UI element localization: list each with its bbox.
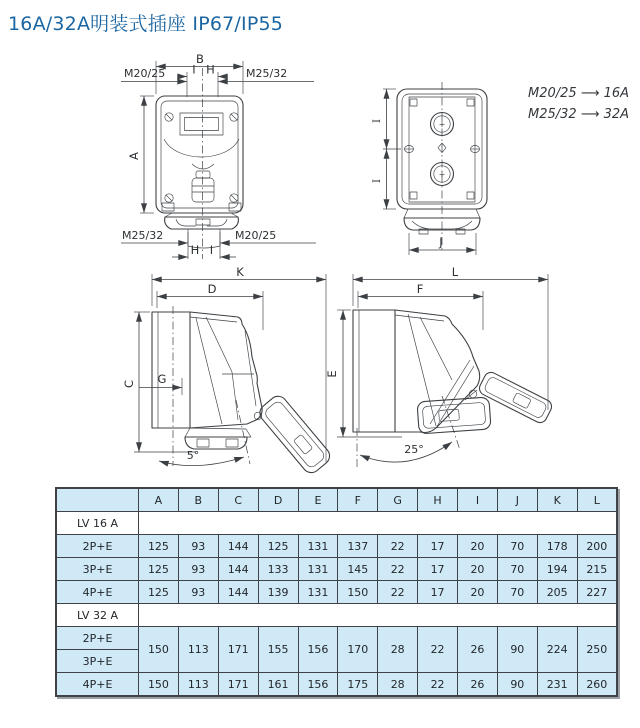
value-cell: 70 bbox=[497, 581, 537, 604]
side25-open-lid bbox=[477, 370, 554, 425]
value-cell: 125 bbox=[139, 535, 179, 558]
value-cell: 178 bbox=[537, 535, 577, 558]
dim-label-a: A bbox=[127, 152, 141, 160]
value-cell: 17 bbox=[418, 581, 458, 604]
section-spacer bbox=[139, 512, 618, 535]
dim-label-i-rear-upper: I bbox=[372, 119, 383, 123]
value-cell: 125 bbox=[139, 581, 179, 604]
dim-label-i-bottom: I bbox=[209, 243, 214, 257]
value-cell: 144 bbox=[218, 535, 258, 558]
value-cell: 150 bbox=[338, 581, 378, 604]
rear-view-drawing bbox=[372, 82, 487, 255]
value-cell: 231 bbox=[537, 673, 577, 697]
dim-label-j: J bbox=[439, 235, 443, 249]
section-spacer bbox=[139, 604, 618, 627]
column-header: H bbox=[418, 488, 458, 512]
value-cell: 155 bbox=[258, 627, 298, 673]
front-label-window bbox=[180, 113, 223, 135]
column-header: A bbox=[139, 488, 179, 512]
data-row bbox=[56, 673, 617, 697]
column-header: D bbox=[258, 488, 298, 512]
dim-label-c: C bbox=[122, 379, 136, 389]
data-row bbox=[56, 558, 617, 581]
value-cell: 125 bbox=[139, 558, 179, 581]
angle-label-25deg: 25° bbox=[404, 443, 424, 456]
side25-body bbox=[353, 310, 480, 433]
thread-label-bottom-left: M25/32 bbox=[122, 229, 164, 242]
dim-label-i-top: I bbox=[192, 62, 196, 77]
value-cell: 156 bbox=[298, 673, 338, 697]
value-cell: 161 bbox=[258, 673, 298, 697]
value-cell: 70 bbox=[497, 558, 537, 581]
dim-label-b: B bbox=[196, 52, 204, 66]
dimension-table bbox=[55, 487, 618, 697]
thread-legend-line1: M20/25 ⟶ 16A bbox=[528, 86, 630, 101]
column-header: K bbox=[537, 488, 577, 512]
value-cell: 22 bbox=[418, 627, 458, 673]
value-cell: 215 bbox=[577, 558, 617, 581]
value-cell: 17 bbox=[418, 535, 458, 558]
section-label: LV 16 A bbox=[56, 512, 139, 535]
page-title: 16A/32A明装式插座 IP67/IP55 bbox=[8, 13, 284, 35]
value-cell: 22 bbox=[378, 558, 418, 581]
value-cell: 20 bbox=[458, 581, 498, 604]
thread-label-top-left: M20/25 bbox=[124, 67, 166, 80]
value-cell: 137 bbox=[338, 535, 378, 558]
value-cell: 93 bbox=[178, 558, 218, 581]
value-cell: 171 bbox=[218, 673, 258, 697]
data-row bbox=[56, 581, 617, 604]
value-cell: 17 bbox=[418, 558, 458, 581]
column-header: I bbox=[458, 488, 498, 512]
dim-label-h-bottom: H bbox=[190, 243, 200, 257]
value-cell: 150 bbox=[139, 627, 179, 673]
value-cell: 93 bbox=[178, 581, 218, 604]
value-cell: 250 bbox=[577, 627, 617, 673]
value-cell: 145 bbox=[338, 558, 378, 581]
value-cell: 171 bbox=[218, 627, 258, 673]
value-cell: 131 bbox=[298, 558, 338, 581]
dimension-table-body bbox=[56, 512, 617, 697]
row-label: 3P+E bbox=[56, 558, 139, 581]
side5-open-lid bbox=[256, 393, 333, 477]
column-header: E bbox=[298, 488, 338, 512]
data-row bbox=[56, 535, 617, 558]
side5-body bbox=[152, 312, 262, 428]
corner-cell bbox=[56, 488, 139, 512]
value-cell: 175 bbox=[338, 673, 378, 697]
value-cell: 224 bbox=[537, 627, 577, 673]
value-cell: 20 bbox=[458, 535, 498, 558]
angle-label-5deg: 5° bbox=[186, 449, 200, 462]
column-header: B bbox=[178, 488, 218, 512]
row-label: 4P+E bbox=[56, 673, 139, 697]
dim-label-l: L bbox=[451, 265, 459, 279]
front-screws bbox=[165, 113, 238, 202]
value-cell: 22 bbox=[378, 581, 418, 604]
value-cell: 139 bbox=[258, 581, 298, 604]
side-view-25deg-drawing bbox=[325, 265, 554, 468]
column-header: J bbox=[497, 488, 537, 512]
value-cell: 28 bbox=[378, 627, 418, 673]
dim-label-h-top: H bbox=[206, 62, 215, 77]
row-label: 2P+E bbox=[56, 627, 139, 650]
value-cell: 28 bbox=[378, 673, 418, 697]
row-label: 3P+E bbox=[56, 650, 139, 673]
front-body-outline bbox=[156, 96, 243, 213]
thread-legend-line2: M25/32 ⟶ 32A bbox=[528, 107, 630, 122]
value-cell: 205 bbox=[537, 581, 577, 604]
value-cell: 144 bbox=[218, 558, 258, 581]
value-cell: 150 bbox=[139, 673, 179, 697]
value-cell: 156 bbox=[298, 627, 338, 673]
value-cell: 144 bbox=[218, 581, 258, 604]
table-header-row bbox=[56, 488, 617, 512]
thread-label-top-right: M25/32 bbox=[246, 67, 288, 80]
value-cell: 194 bbox=[537, 558, 577, 581]
value-cell: 93 bbox=[178, 535, 218, 558]
front-view-drawing bbox=[121, 52, 316, 259]
dim-label-f: F bbox=[416, 282, 424, 296]
value-cell: 227 bbox=[577, 581, 617, 604]
row-label: 4P+E bbox=[56, 581, 139, 604]
section-label: LV 32 A bbox=[56, 604, 139, 627]
column-header: G bbox=[378, 488, 418, 512]
value-cell: 133 bbox=[258, 558, 298, 581]
side-view-5deg-drawing bbox=[122, 265, 333, 476]
section-row bbox=[56, 604, 617, 627]
front-center-boss bbox=[192, 178, 214, 202]
thread-current-legend bbox=[528, 86, 629, 122]
data-row bbox=[56, 627, 617, 650]
dim-label-d: D bbox=[207, 282, 217, 296]
side5-cable-gland bbox=[185, 428, 251, 449]
value-cell: 26 bbox=[458, 673, 498, 697]
value-cell: 22 bbox=[378, 535, 418, 558]
dim-label-e: E bbox=[325, 370, 339, 378]
value-cell: 131 bbox=[298, 581, 338, 604]
value-cell: 113 bbox=[178, 627, 218, 673]
dim-label-g: G bbox=[157, 372, 167, 386]
value-cell: 125 bbox=[258, 535, 298, 558]
value-cell: 260 bbox=[577, 673, 617, 697]
row-label: 2P+E bbox=[56, 535, 139, 558]
value-cell: 26 bbox=[458, 627, 498, 673]
dim-label-i-rear-lower: I bbox=[372, 179, 383, 183]
dim-label-k: K bbox=[236, 265, 244, 279]
dimension-table-container bbox=[55, 487, 618, 697]
value-cell: 90 bbox=[497, 673, 537, 697]
value-cell: 20 bbox=[458, 558, 498, 581]
column-header: L bbox=[577, 488, 617, 512]
value-cell: 131 bbox=[298, 535, 338, 558]
value-cell: 90 bbox=[497, 627, 537, 673]
value-cell: 113 bbox=[178, 673, 218, 697]
side25-bottom-cover bbox=[417, 397, 491, 434]
column-header: F bbox=[338, 488, 378, 512]
section-row bbox=[56, 512, 617, 535]
thread-label-bottom-right: M20/25 bbox=[235, 229, 277, 242]
front-dome-arc bbox=[164, 139, 239, 157]
value-cell: 70 bbox=[497, 535, 537, 558]
value-cell: 200 bbox=[577, 535, 617, 558]
column-header: C bbox=[218, 488, 258, 512]
value-cell: 22 bbox=[418, 673, 458, 697]
value-cell: 170 bbox=[338, 627, 378, 673]
